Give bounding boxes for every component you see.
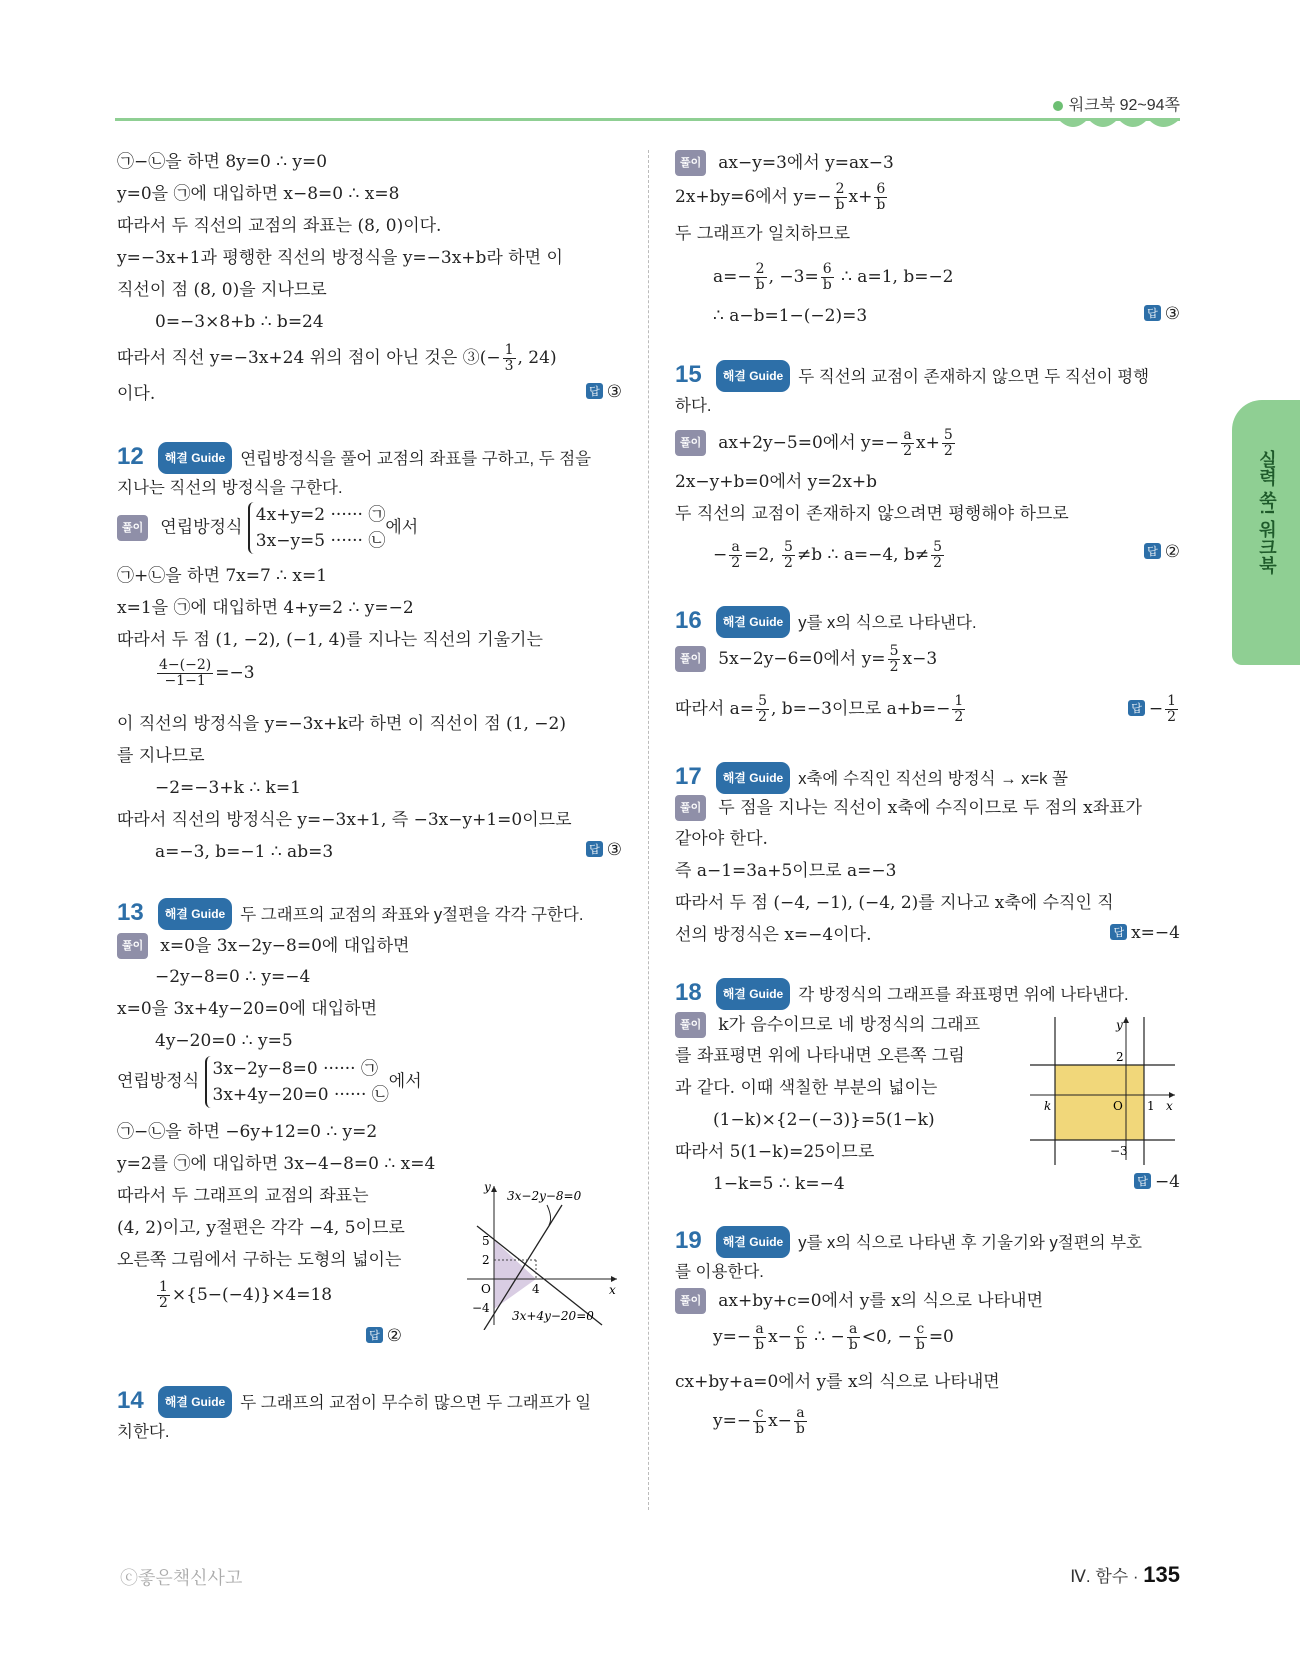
- question-12-header: 12 해결 Guide 연립방정식을 풀어 교점의 좌표를 구하고, 두 점을 지나는 직선의 방정식을 구한다.: [117, 443, 592, 497]
- page-footer: Ⅳ. 함수 · 135: [1070, 1562, 1180, 1587]
- text-line: 따라서 5(1−k)=25이므로: [675, 1142, 875, 1162]
- text-line: 두 그래프가 일치하므로: [675, 224, 851, 244]
- svg-text:x: x: [609, 1283, 616, 1297]
- text-line: 선의 방정식은 x=−4이다.: [675, 925, 872, 945]
- guide-badge: 해결 Guide: [158, 898, 233, 930]
- text-line: 4y−20=0 ∴ y=5: [155, 1031, 293, 1051]
- header-rule: [115, 118, 1180, 121]
- text-line: ㉠+㉡을 하면 7x=7 ∴ x=1: [117, 566, 328, 586]
- text-line: 따라서 a= $\frac{5}{2}$ , b=−3이므로 a+b=− $\frac{1}{2}$: [675, 693, 964, 725]
- equation-system: 3x−2y−8=0 ······ ㉠ 3x+4y−20=0 ······ ㉡: [205, 1056, 389, 1108]
- answer: 답 ②: [366, 1326, 402, 1346]
- text-line: x=1을 ㉠에 대입하면 4+y=2 ∴ y=−2: [117, 598, 414, 618]
- text-line: 를 좌표평면 위에 나타내면 오른쪽 그림: [675, 1046, 965, 1066]
- svg-text:5: 5: [482, 1234, 490, 1248]
- solution-badge: 풀이: [117, 933, 148, 959]
- solution-badge: 풀이: [675, 646, 706, 672]
- text-line: ㉠−㉡을 하면 −6y+12=0 ∴ y=2: [117, 1122, 378, 1142]
- fraction: $\frac{4-(-2)}{-1-1}$: [159, 657, 212, 689]
- text-line: 이 직선의 방정식을 y=−3x+k라 하면 이 직선이 점 (1, −2): [117, 714, 566, 734]
- svg-text:y: y: [1116, 1018, 1123, 1032]
- text-line: 풀이 연립방정식 4x+y=2 ······ ㉠ 3x−y=5 ······ ㉡에서: [117, 502, 418, 554]
- text-line: 풀이 x=0을 3x−2y−8=0에 대입하면: [117, 933, 409, 959]
- text-line: y=− $\frac{a}{b}$ x− $\frac{c}{b}$ ∴ − $\frac{a}{b}$ <0, − $\frac{c}{b}$ =0: [713, 1321, 954, 1353]
- text-line: 따라서 두 점 (−4, −1), (−4, 2)를 지나고 x축에 수직인 직: [675, 893, 1114, 913]
- answer: 답 ②: [1144, 542, 1180, 562]
- text-line: 풀이 ax−y=3에서 y=ax−3: [675, 150, 894, 176]
- eq2-label: 3x+4y−20=0: [512, 1309, 594, 1323]
- fraction: $\frac{1}{3}$: [504, 342, 514, 374]
- svg-text:2: 2: [1116, 1050, 1124, 1064]
- answer: 답 − $\frac{1}{2}$: [1128, 694, 1180, 725]
- text-line: 따라서 직선의 방정식은 y=−3x+1, 즉 −3x−y+1=0이므로: [117, 810, 572, 830]
- fraction: $\frac{1}{2}$: [159, 1279, 168, 1311]
- eq1-label: 3x−2y−8=0: [507, 1189, 582, 1203]
- text-line: 풀이 ax+2y−5=0에서 y=− $\frac{a}{2}$ x+ $\frac{5}{2}$: [675, 428, 957, 459]
- text-line: a=− $\frac{2}{b}$ , −3= $\frac{6}{b}$ ∴ a=1, b=−2: [713, 261, 954, 293]
- svg-text:4: 4: [532, 1282, 540, 1296]
- text-line: $\frac{1}{2}$ ×{5−(−4)}×4=18: [159, 1279, 333, 1311]
- scallop-decoration-icon: [1058, 119, 1180, 133]
- text-line: 오른쪽 그림에서 구하는 도형의 넓이는: [117, 1250, 402, 1270]
- solution-badge: 풀이: [675, 1288, 706, 1314]
- text-line: −2=−3+k ∴ k=1: [155, 778, 301, 798]
- answer: 답 ③: [1144, 304, 1180, 324]
- text-line: ㉠−㉡을 하면 8y=0 ∴ y=0: [117, 152, 328, 172]
- text-line: ∴ a−b=1−(−2)=3: [713, 306, 868, 326]
- answer: 답 x=−4: [1110, 923, 1180, 943]
- text-line: cx+by+a=0에서 y를 x의 식으로 나타내면: [675, 1372, 1000, 1392]
- text-line: 2x+by=6에서 y=− $\frac{2}{b}$ x+ $\frac{6}{b}$: [675, 181, 886, 213]
- green-dot-icon: [1053, 101, 1063, 111]
- text-line: 풀이 두 점을 지나는 직선이 x축에 수직이므로 두 점의 x좌표가: [675, 795, 1142, 821]
- guide-badge: 해결 Guide: [716, 1226, 791, 1258]
- text-line: a=−3, b=−1 ∴ ab=3: [155, 842, 334, 862]
- question-15-header: 15 해결 Guide 두 직선의 교점이 존재하지 않으면 두 직선이 평행 하다.: [675, 361, 1150, 415]
- guide-badge: 해결 Guide: [158, 442, 233, 474]
- text-line: 즉 a−1=3a+5이므로 a=−3: [675, 861, 897, 881]
- answer: 답 ③: [586, 382, 622, 402]
- svg-text:O: O: [481, 1282, 491, 1296]
- q13-graph-figure: [457, 1180, 622, 1330]
- text-line: 같아야 한다.: [675, 829, 768, 849]
- guide-badge: 해결 Guide: [716, 606, 791, 638]
- q18-graph-figure: [1030, 1015, 1180, 1165]
- text-line: (1−k)×{2−(−3)}=5(1−k): [713, 1110, 935, 1130]
- side-tab-label: 실력 쑥! 워크북: [1257, 450, 1277, 574]
- question-16-header: 16 해결 Guide y를 x의 식으로 나타낸다.: [675, 606, 1180, 638]
- text-line: y=− $\frac{c}{b}$ x− $\frac{a}{b}$: [713, 1405, 805, 1437]
- workbook-reference: 워크북 92~94쪽: [1053, 92, 1180, 115]
- question-17-header: 17 해결 Guide x축에 수직인 직선의 방정식 → x=k 꼴: [675, 762, 1180, 794]
- text-line: 풀이 ax+by+c=0에서 y를 x의 식으로 나타내면: [675, 1288, 1043, 1314]
- svg-text:−4: −4: [472, 1301, 490, 1315]
- equation-system: 4x+y=2 ······ ㉠ 3x−y=5 ······ ㉡: [248, 502, 386, 554]
- shaded-triangle: [494, 1240, 536, 1309]
- text-line: 0=−3×8+b ∴ b=24: [155, 312, 324, 332]
- solution-badge: 풀이: [675, 795, 706, 821]
- text-line: 풀이 k가 음수이므로 네 방정식의 그래프: [675, 1012, 980, 1038]
- text-line: $\frac{4-(-2)}{-1-1}$ =−3: [159, 657, 255, 689]
- chapter-label: Ⅳ. 함수: [1070, 1567, 1129, 1586]
- solution-badge: 풀이: [675, 150, 706, 176]
- svg-text:y: y: [484, 1180, 491, 1194]
- question-18-header: 18 해결 Guide 각 방정식의 그래프를 좌표평면 위에 나타낸다.: [675, 978, 1180, 1010]
- guide-badge: 해결 Guide: [716, 360, 791, 392]
- text-line: y=−3x+1과 평행한 직선의 방정식을 y=−3x+b라 하면 이: [117, 248, 563, 268]
- text-line: 따라서 두 직선의 교점의 좌표는 (8, 0)이다.: [117, 216, 442, 236]
- page-number: 135: [1143, 1562, 1180, 1587]
- text-line: 직선이 점 (8, 0)을 지나므로: [117, 280, 327, 300]
- text-line: y=2를 ㉠에 대입하면 3x−4−8=0 ∴ x=4: [117, 1154, 436, 1174]
- text-line: 연립방정식 3x−2y−8=0 ······ ㉠ 3x+4y−20=0 ······ ㉡에서: [117, 1056, 422, 1108]
- question-13-header: 13 해결 Guide 두 그래프의 교점의 좌표와 y절편을 각각 구한다.: [117, 898, 622, 930]
- svg-text:O: O: [1113, 1099, 1123, 1113]
- question-14-header: 14 해결 Guide 두 그래프의 교점이 무수히 많으면 두 그래프가 일 치한다.: [117, 1387, 592, 1441]
- guide-badge: 해결 Guide: [716, 978, 791, 1010]
- text-line: 따라서 두 그래프의 교점의 좌표는: [117, 1186, 369, 1206]
- shaded-rectangle: [1055, 1065, 1144, 1140]
- svg-text:1: 1: [1147, 1099, 1155, 1113]
- text-line: (4, 2)이고, y절편은 각각 −4, 5이므로: [117, 1218, 405, 1238]
- publisher-credit: ⓒ좋은책신사고: [120, 1568, 243, 1588]
- solution-badge: 풀이: [675, 430, 706, 456]
- svg-text:k: k: [1044, 1099, 1052, 1113]
- text-line: x=0을 3x+4y−20=0에 대입하면: [117, 999, 377, 1019]
- text-line: −2y−8=0 ∴ y=−4: [155, 967, 311, 987]
- text-line: 1−k=5 ∴ k=−4: [713, 1174, 845, 1194]
- svg-text:x: x: [1166, 1099, 1173, 1113]
- guide-badge: 해결 Guide: [158, 1386, 233, 1418]
- text-line: 과 같다. 이때 색칠한 부분의 넓이는: [675, 1078, 938, 1098]
- text-line: 를 지나므로: [117, 746, 205, 766]
- question-19-header: 19 해결 Guide y를 x의 식으로 나타낸 후 기울기와 y절편의 부호 를 이용한다.: [675, 1227, 1142, 1281]
- text-line: 따라서 두 점 (1, −2), (−1, 4)를 지나는 직선의 기울기는: [117, 630, 543, 650]
- svg-text:−3: −3: [1110, 1144, 1128, 1158]
- text-line: 풀이 5x−2y−6=0에서 y= $\frac{5}{2}$ x−3: [675, 644, 937, 675]
- column-divider: [648, 150, 649, 1510]
- text-line: 이다.: [117, 384, 156, 404]
- text-line: 따라서 직선 y=−3x+24 위의 점이 아닌 것은 ③(− $\frac{1}{3}$ , 24): [117, 342, 557, 374]
- answer: 답 ③: [586, 840, 622, 860]
- text-line: y=0을 ㉠에 대입하면 x−8=0 ∴ x=8: [117, 184, 400, 204]
- answer: 답 −4: [1134, 1172, 1180, 1192]
- text-line: − $\frac{a}{2}$ =2, $\frac{5}{2}$ ≠b ∴ a=−4, b≠ $\frac{5}{2}$: [713, 539, 943, 571]
- guide-badge: 해결 Guide: [716, 762, 791, 794]
- svg-text:2: 2: [482, 1253, 490, 1267]
- solution-badge: 풀이: [675, 1012, 706, 1038]
- text-line: 2x−y+b=0에서 y=2x+b: [675, 472, 878, 492]
- solution-badge: 풀이: [117, 515, 148, 541]
- text-line: 두 직선의 교점이 존재하지 않으려면 평행해야 하므로: [675, 504, 1069, 524]
